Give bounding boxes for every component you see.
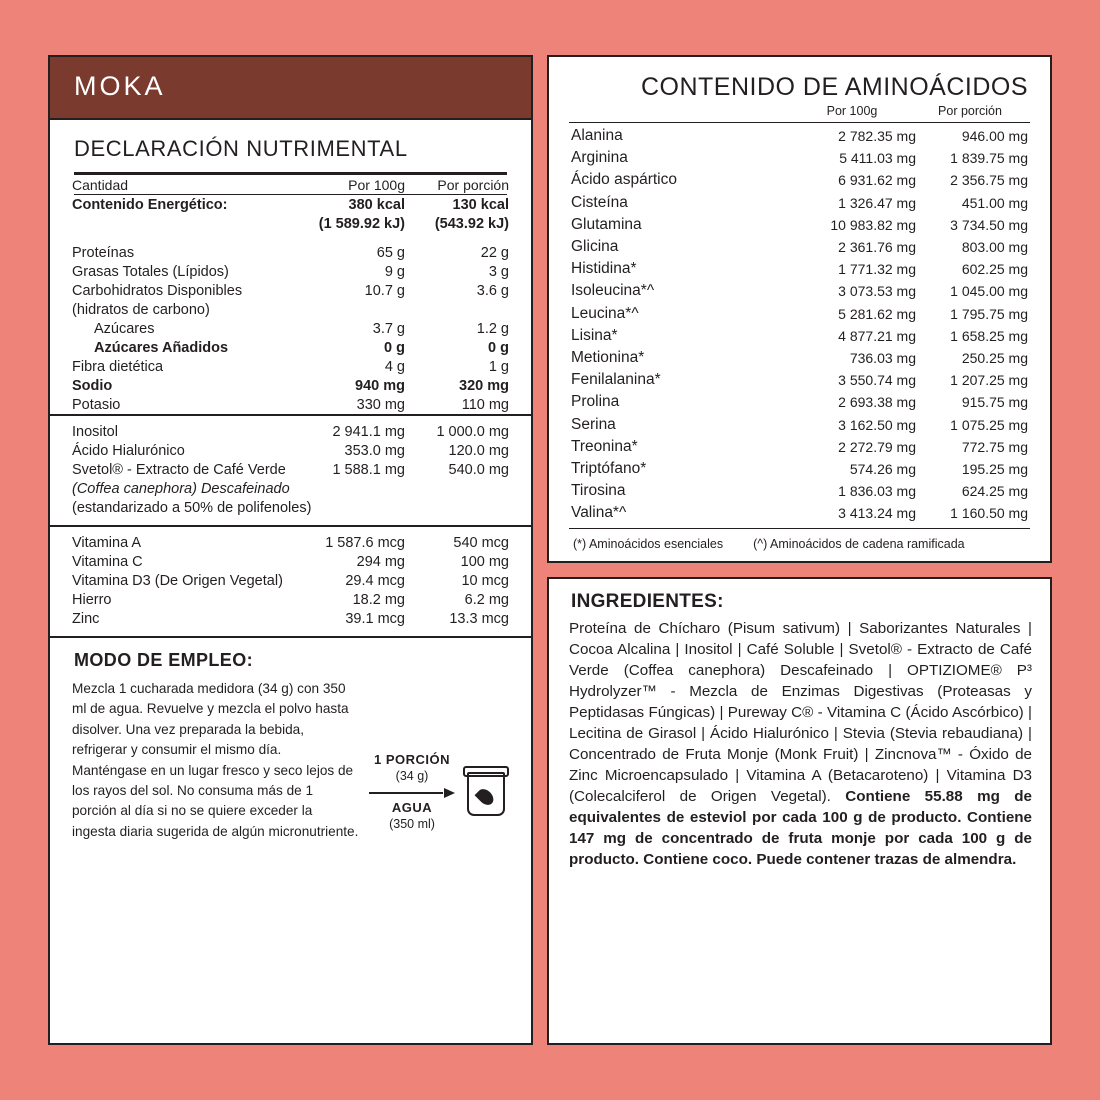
table-row [72,498,509,517]
table-row: Glicina 2 361.76 mg 803.00 mg [571,238,1028,256]
col-amount-label: Cantidad [72,176,129,193]
footnote-essential: (*) Aminoácidos esenciales [573,537,724,552]
water-label: AGUA [391,800,433,816]
brand-bar [50,57,531,120]
table-row: Treonina* 2 272.79 mg 772.75 mg [571,437,1028,455]
glass-icon [463,766,509,818]
energy-portion: 130 kcal [452,196,509,213]
footnote-bcaa: (^) Aminoácidos de cadena ramificada [753,537,965,552]
table-row: Vitamina D3 (De Origen Vegetal) 29.4 mcg 10 mcg [72,572,509,589]
table-row: Cisteína 1 326.47 mg 451.00 mg [571,193,1028,211]
table-row: Serina 3 162.50 mg 1 075.25 mg [571,415,1028,433]
micronutrients-block [50,525,531,636]
energy-label: Contenido Energético: [72,196,228,213]
table-row: Tirosina 1 836.03 mg 624.25 mg [571,482,1028,500]
amino-table [567,125,1032,524]
table-row: Lisina* 4 877.21 mg 1 658.25 mg [571,326,1028,344]
nutrition-section [50,120,531,414]
table-row: Azúcares Añadidos 0 g 0 g [94,339,509,356]
amino-col-portion: Por porción [938,104,1002,118]
table-row: Fenilalanina* 3 550.74 mg 1 207.25 mg [571,371,1028,389]
label-grid [48,55,1052,1045]
usage-diagram-labels [369,752,455,832]
usage-text: Mezcla 1 cucharada medidora (34 g) con 350 ml de agua. Revuelve y mezcla el polvo hasta disolver. Una vez preparada la bebida, refrigerar y consumir el mismo día. Manténgase en un lugar fresco y seco lejos de los rayos del sol. No consuma más de 1 porción al día si no se quiere exceder la ingesta diaria sugerida de algún micronutriente. [72,681,359,839]
nutrition-table [72,175,509,194]
right-column [547,55,1052,1045]
energy-per100: 380 kcal [348,196,405,213]
ingredients-warning: Contiene 55.88 mg de equivalentes de esteviol por cada 100 g de producto. Contiene 147 mg de concentrado de fruta monje por cada 100 g de producto. Contiene coco. Puede contener trazas de almendra. [569,788,1032,869]
table-row: Ácido Hialurónico 353.0 mg 120.0 mg [72,442,509,459]
table-row: Metionina* 736.03 mg 250.25 mg [571,348,1028,366]
col-portion-label: Por porción [437,176,509,193]
table-row: Potasio 330 mg 110 mg [72,396,509,413]
amino-divider [569,122,1030,123]
table-row: Leucina*^ 5 281.62 mg 1 795.75 mg [571,304,1028,322]
table-row: Arginina 5 411.03 mg 1 839.75 mg [571,149,1028,167]
usage-diagram-row [369,752,509,832]
table-row: Isoleucina*^ 3 073.53 mg 1 045.00 mg [571,282,1028,300]
ingredients-title: INGREDIENTES: [571,591,724,613]
table-row: Glutamina 10 983.82 mg 3 734.50 mg [571,215,1028,233]
amino-panel [547,55,1052,563]
table-row: (hidratos de carbono) [72,301,210,318]
ingredients-panel [547,577,1052,1045]
row-energy [72,195,509,214]
portion-label: 1 PORCIÓN [373,752,450,768]
table-row: Sodio 940 mg 320 mg [72,377,509,394]
table-row: Alanina 2 782.35 mg 946.00 mg [571,127,1028,145]
nutrition-panel [48,55,533,1045]
table-row: Proteínas 65 g 22 g [72,244,509,261]
portion-value: (34 g) [395,768,429,783]
amino-footer-divider [569,528,1030,529]
nutrition-values-table [72,195,509,414]
actives-table [72,422,509,517]
micronutrients-table [72,533,509,628]
arrow-icon [369,788,455,798]
brand-title: MOKA [74,71,166,101]
left-column [48,55,533,1045]
amino-col-per100: Por 100g [826,104,878,118]
table-row: Valina*^ 3 413.24 mg 1 160.50 mg [571,504,1028,522]
table-row: Carbohidratos Disponibles 10.7 g 3.6 g [72,282,509,299]
row-spacer [72,233,509,243]
energy-portion-kj: (543.92 kJ) [434,215,509,232]
water-value: (350 ml) [389,816,435,831]
table-row: Azúcares 3.7 g 1.2 g [94,320,509,337]
table-row: Zinc 39.1 mcg 13.3 mcg [72,610,509,627]
nutrition-header-row [72,175,509,194]
table-row [72,479,509,498]
table-row: Fibra dietética 4 g 1 g [72,358,509,375]
ingredients-body [569,619,1032,871]
usage-diagram [369,679,509,842]
actives-note-1: (Coffea canephora) Descafeinado [72,480,290,497]
col-per100-label: Por 100g [348,176,405,193]
table-row: Vitamina A 1 587.6 mcg 540 mcg [72,534,509,551]
actives-note-2: (estandarizado a 50% de polifenoles) [72,499,312,516]
row-energy-kj [72,214,509,233]
actives-block [50,414,531,525]
table-row: Ácido aspártico 6 931.62 mg 2 356.75 mg [571,171,1028,189]
table-row: Prolina 2 693.38 mg 915.75 mg [571,393,1028,411]
table-row: Grasas Totales (Lípidos) 9 g 3 g [72,263,509,280]
table-row: Inositol 2 941.1 mg 1 000.0 mg [72,423,509,440]
nutrition-heading: DECLARACIÓN NUTRIMENTAL [74,136,408,161]
usage-block [50,636,531,856]
amino-header-row [567,104,1032,118]
table-row: Triptófano* 574.26 mg 195.25 mg [571,459,1028,477]
energy-per100-kj: (1 589.92 kJ) [318,215,405,232]
table-row: Histidina* 1 771.32 mg 602.25 mg [571,260,1028,278]
table-row: Vitamina C 294 mg 100 mg [72,553,509,570]
usage-body [72,679,509,842]
table-row: Svetol® - Extracto de Café Verde 1 588.1 mg 540.0 mg [72,461,509,478]
amino-title: CONTENIDO DE AMINOÁCIDOS [640,73,1028,101]
amino-footnotes [567,531,1032,553]
table-row: Hierro 18.2 mg 6.2 mg [72,591,509,608]
ingredients-text: Proteína de Chícharo (Pisum sativum) | Saborizantes Naturales | Cocoa Alcalina | Inositol | Café Soluble | Svetol® - Extracto de Café Verde (Coffea canephora) Descafeinado | OPTIZIOME® P³ Hydrolyzer™ - Mezcla de Enzimas Digestivas (Proteasas y Peptidasas Fúngicas) | Pureway C® - Vitamina C (Ácido Ascórbico) | Lecitina de Girasol | Ácido Hialurónico | Stevia (Stevia rebaudiana) | Concentrado de Fruta Monje (Monk Fruit) | Zincnova™ - Óxido de Zinc Microencapsulado | Vitamina A (Betacaroteno) | Vitamina D3 (Colecalciferol de Origen Vegetal). [569,620,1032,806]
usage-title: MODO DE EMPLEO: [74,650,254,670]
